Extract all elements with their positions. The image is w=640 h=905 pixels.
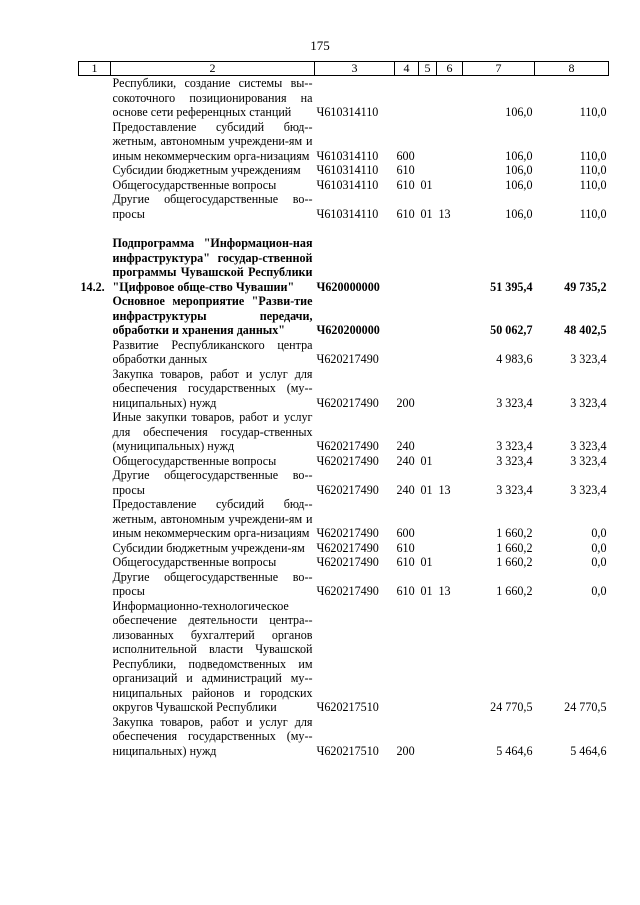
row-name: Другие общегосударственные во-просы [112,569,313,598]
subsection-code [437,497,463,541]
row-name: Основное мероприятие "Разви-тие инфраструктуры передачи, обработки и хранения данных" [112,294,313,337]
column-number: 4 [395,62,419,76]
table-row [79,454,609,469]
subsection-code [437,294,463,338]
table-row [79,555,609,570]
amount-year-2: 24 770,5 [564,700,607,714]
table-row [79,367,609,411]
row-name: Информационно-технологическое обеспечение деятельности центра-лизованных бухгалтерий органов исполнительной власти Чувашской Республики, подведомственных им организаций и администраций му-ниципальных районов и городских округов Чувашской Республики [112,598,313,714]
section-code [419,294,437,338]
subsection-code [437,541,463,556]
table-row [79,570,609,599]
subsection-code [437,338,463,367]
section-code [419,367,437,411]
amount-year-1: 1 660,2 [496,584,533,598]
table-row [79,294,609,338]
row-number [79,294,111,338]
amount-year-2: 110,0 [579,206,607,221]
subsection-code [437,454,463,469]
row-number [79,367,111,411]
expense-type [395,599,419,715]
expense-type: 200 [396,395,415,410]
amount-year-2: 0,0 [591,555,607,569]
table-row [79,120,609,164]
expense-type: 240 [396,482,415,497]
subsection-code: 13 [438,206,451,221]
amount-year-2: 3 323,4 [570,395,607,410]
target-code: Ч620217490 [316,584,379,598]
table-row [79,76,609,120]
column-number: 3 [315,62,395,76]
subsection-code: 13 [438,584,451,598]
subsection-code [437,715,463,759]
amount-year-2: 110,0 [579,163,607,177]
row-name: Другие общегосударственные во-просы [112,468,313,497]
target-code: Ч620200000 [316,323,380,337]
amount-year-2: 3 323,4 [570,482,607,497]
table-row [79,163,609,178]
target-code: Ч620217490 [316,555,379,569]
row-name: Субсидии бюджетным учреждени-ям [112,540,305,555]
table-body [79,76,609,759]
target-code: Ч610314110 [316,105,379,119]
subsection-code [437,120,463,164]
row-name: Закупка товаров, работ и услуг для обеспечения государственных (му-ниципальных) нужд [112,366,313,410]
section-code [419,599,437,715]
expense-type: 610 [396,177,415,192]
target-code: Ч610314110 [316,206,379,221]
section-code: 01 [420,555,433,569]
row-number [79,715,111,759]
table-row [79,410,609,454]
amount-year-2: 3 323,4 [570,453,607,468]
row-number [79,555,111,570]
table-row [79,338,609,367]
table-row [79,236,609,294]
section-code [419,76,437,120]
section-code [419,410,437,454]
amount-year-2: 5 464,6 [570,743,607,758]
amount-year-1: 106,0 [505,177,533,192]
row-number [79,192,111,221]
column-number: 8 [535,62,609,76]
subsection-code [437,178,463,193]
table-row [79,541,609,556]
row-name: Другие общегосударственные во-просы [112,192,313,221]
table-row [79,497,609,541]
section-code: 01 [420,482,433,497]
target-code: Ч620217490 [316,540,379,555]
row-name: Закупка товаров, работ и услуг для обеспечения государственных (му-ниципальных) нужд [112,714,313,758]
amount-year-2: 110,0 [579,105,607,119]
row-name: Развитие Республиканского центра обработки данных [112,337,313,366]
target-code: Ч610314110 [316,163,379,177]
row-name: Предоставление субсидий бюд-жетным, автономным учреждени-ям и иным некоммерческим орга-низациям [112,119,313,163]
expense-type: 610 [396,540,415,555]
row-number [79,163,111,178]
target-code: Ч620000000 [316,279,380,294]
section-code [419,497,437,541]
expense-type: 610 [396,584,415,598]
expense-type: 600 [396,148,415,163]
column-number: 5 [419,62,437,76]
row-number [79,468,111,497]
amount-year-1: 5 464,6 [496,743,533,758]
section-code: 01 [420,453,433,468]
row-name: Предоставление субсидий бюд-жетным, автономным учреждени-ям и иным некоммерческим орга-низациям [112,497,313,540]
section-code: 01 [420,206,433,221]
section-code [419,120,437,164]
column-number: 2 [111,62,315,76]
amount-year-1: 1 660,2 [496,540,533,555]
row-number [79,454,111,469]
amount-year-2: 110,0 [579,148,607,163]
expense-type: 610 [396,163,415,177]
row-name: Общегосударственные вопросы [112,453,277,468]
amount-year-2: 110,0 [579,177,607,192]
expense-type: 240 [396,453,415,468]
expense-type [395,76,419,120]
row-spacer [79,221,609,236]
row-number [79,76,111,120]
row-name: Общегосударственные вопросы [112,177,277,192]
expense-type [395,236,419,294]
row-number [79,178,111,193]
amount-year-1: 1 660,2 [496,526,533,540]
row-name: Иные закупки товаров, работ и услуг для обеспечения государ-ственных (муниципальных) нужд [112,410,313,453]
page-number: 175 [310,38,330,53]
section-code [419,338,437,367]
table-row [79,178,609,193]
target-code: Ч620217510 [316,743,379,758]
table-row [79,468,609,497]
table-row [79,599,609,715]
column-number: 1 [79,62,111,76]
subsection-code [437,410,463,454]
amount-year-1: 106,0 [505,148,533,163]
row-number [79,120,111,164]
target-code: Ч620217510 [316,700,379,714]
amount-year-1: 3 323,4 [496,453,533,468]
column-number-header [79,62,609,76]
expense-type: 200 [396,743,415,758]
row-name: Республики, создание системы вы-сокоточного позиционирования на основе сети референцных станций [112,76,313,119]
target-code: Ч620217490 [316,526,379,540]
expense-type: 240 [396,439,415,453]
column-number: 6 [437,62,463,76]
subsection-code [437,367,463,411]
amount-year-1: 106,0 [505,105,533,119]
subsection-code: 13 [438,482,451,497]
target-code: Ч620217490 [316,352,379,366]
spacer-cell [79,221,609,236]
subsection-code [437,236,463,294]
section-code [419,236,437,294]
subsection-code [437,599,463,715]
section-code [419,541,437,556]
column-number: 7 [463,62,535,76]
row-name: Подпрограмма "Информацион-ная инфраструктура" государ-ственной программы Чувашской Республики "Цифровое обще-ство Чувашии" [112,236,313,294]
row-number [79,497,111,541]
row-number [79,410,111,454]
section-code [419,163,437,178]
amount-year-2: 3 323,4 [570,439,607,453]
subsection-code [437,76,463,120]
amount-year-2: 0,0 [591,540,607,555]
target-code: Ч620217490 [316,482,379,497]
expense-type: 610 [396,206,415,221]
target-code: Ч610314110 [316,148,379,163]
subsection-code [437,163,463,178]
amount-year-1: 3 323,4 [496,395,533,410]
amount-year-2: 3 323,4 [570,352,607,366]
section-code [419,715,437,759]
table-row [79,715,609,759]
table-row [79,192,609,221]
expense-type [395,338,419,367]
amount-year-2: 0,0 [591,526,607,540]
section-code: 01 [420,584,433,598]
amount-year-1: 1 660,2 [496,555,533,569]
row-number: 14.2. [80,279,105,294]
expense-type: 610 [396,555,415,569]
expense-type [395,294,419,338]
row-number [79,541,111,556]
subsection-code [437,555,463,570]
target-code: Ч610314110 [316,177,379,192]
amount-year-1: 3 323,4 [496,439,533,453]
amount-year-1: 4 983,6 [496,352,533,366]
expense-type: 600 [396,526,415,540]
amount-year-1: 106,0 [505,163,533,177]
amount-year-2: 0,0 [591,584,607,598]
target-code: Ч620217490 [316,453,379,468]
target-code: Ч620217490 [316,395,379,410]
amount-year-1: 24 770,5 [490,700,533,714]
row-name: Общегосударственные вопросы [112,555,277,569]
amount-year-1: 50 062,7 [490,323,533,337]
amount-year-1: 51 395,4 [490,279,533,294]
row-number [79,570,111,599]
amount-year-1: 106,0 [505,206,533,221]
row-number [79,599,111,715]
budget-table [78,61,609,758]
amount-year-2: 49 735,2 [564,279,607,294]
row-name: Субсидии бюджетным учреждениям [112,163,301,177]
amount-year-2: 48 402,5 [564,323,607,337]
row-number [79,338,111,367]
target-code: Ч620217490 [316,439,379,453]
section-code: 01 [420,177,433,192]
amount-year-1: 3 323,4 [496,482,533,497]
